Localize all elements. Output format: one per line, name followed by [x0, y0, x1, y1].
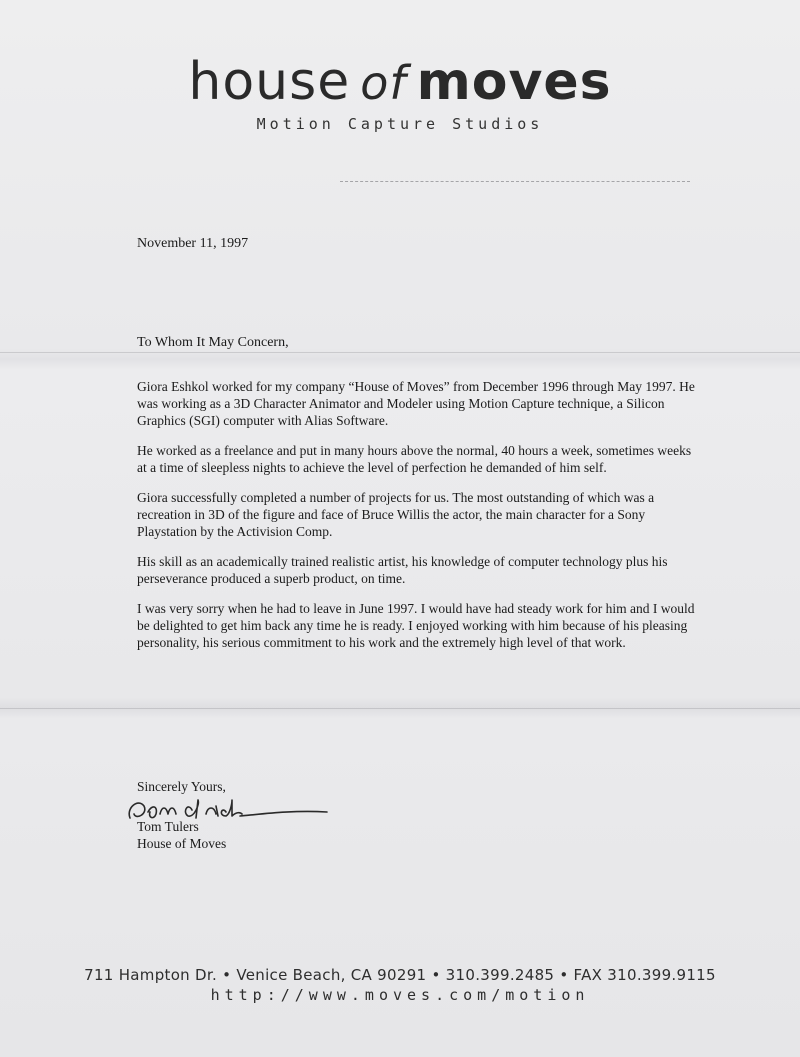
- signer-company: House of Moves: [137, 836, 227, 851]
- body-paragraph: He worked as a freelance and put in many hours above the normal, 40 hours a week, sometimes weeks at a time of sleepless nights to achieve the level of perfection he demanded of him self.: [137, 443, 692, 475]
- letterhead-title: [0, 52, 800, 113]
- letterhead-title-word: of: [360, 56, 407, 110]
- body-paragraph: Giora successfully completed a number of projects for us. The most outstanding of which was a recreation in 3D of the figure and face of Bruce Willis the actor, the main character for a Sony Playstation by the Activision Comp.: [137, 490, 655, 539]
- letter-date: November 11, 1997: [137, 236, 249, 251]
- letterhead-subtitle: Motion Capture Studios: [256, 115, 544, 133]
- signer-block: [137, 818, 226, 852]
- footer-address: 711 Hampton Dr. • Venice Beach, CA 90291 • 310.399.2485 • FAX 310.399.9115: [84, 966, 716, 984]
- salutation: To Whom It May Concern,: [137, 335, 289, 350]
- signer-name: Tom Tulers: [137, 819, 199, 834]
- letterhead-title-word: house: [188, 52, 351, 112]
- paper-fold-line: [0, 708, 800, 709]
- body-paragraph: Giora Eshkol worked for my company “House of Moves” from December 1996 through May 1997. He was working as a 3D Character Animator and Modeler using Motion Capture technique, a Silicon Graphics (SGI) computer with Alias Software.: [137, 379, 695, 428]
- footer-url: http://www.moves.com/motion: [210, 986, 590, 1004]
- letterhead-title-word: moves: [416, 52, 612, 112]
- letter-body: [137, 378, 697, 664]
- header-divider: [340, 181, 690, 182]
- letterhead-logo: [0, 52, 800, 133]
- letterhead-footer: [0, 966, 800, 1004]
- closing: Sincerely Yours,: [137, 779, 226, 794]
- body-paragraph: His skill as an academically trained realistic artist, his knowledge of computer technology plus his perseverance produced a superb product, on time.: [137, 554, 668, 586]
- paper-fold-line: [0, 352, 800, 353]
- body-paragraph: I was very sorry when he had to leave in June 1997. I would have had steady work for him and I would be delighted to get him back any time he is ready. I enjoyed working with him because of his pleasing personality, his serious commitment to his work and the extremely high level of that work.: [137, 601, 695, 650]
